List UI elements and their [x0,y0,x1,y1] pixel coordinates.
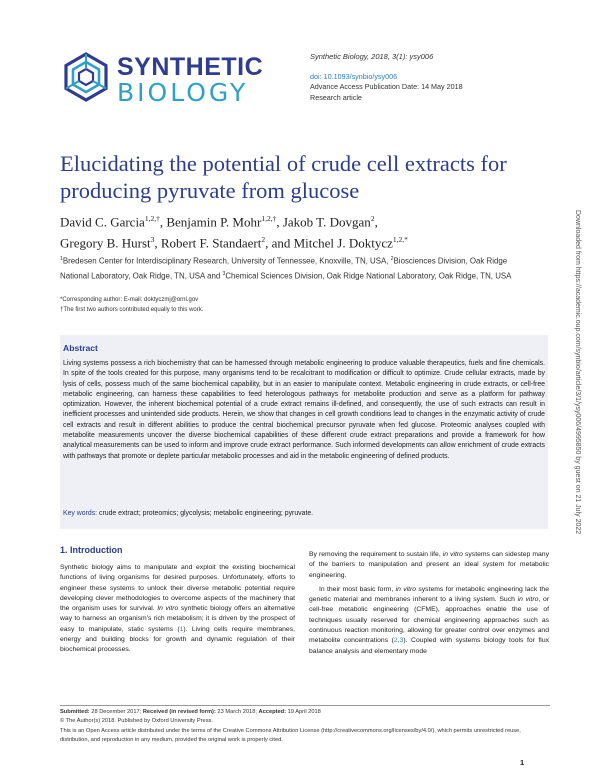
revised-label: Received (in revised form): [142,709,216,715]
accepted-label: Accepted: [258,709,287,715]
affiliations [60,253,530,283]
logo-word-biology: BIOLOGY [117,78,249,107]
affiliation-text: Bredesen Center for Interdisciplinary Research, University of Tennessee, Knoxville, TN, USA, [62,256,391,266]
submitted-date: 28 December 2017; [89,709,143,715]
article-footer [60,708,550,745]
author-notes [60,296,530,315]
author-affiliation-marker: 1,2,† [144,214,160,223]
intro-paragraph-3 [309,585,549,657]
italic-text: in vitro [517,596,539,604]
hexagon-logo-icon [60,51,112,103]
body-text: , or cell-free metabolic engineering (CFME), approaches enable the use of techniques usually reserved for chemical engineering approaches such as continuous reaction monitoring, allowing for greater control over enzymes and metabolite concentrations ( [309,596,550,645]
publication-date: Advance Access Publication Date: 14 May 2018 [310,82,463,91]
article-type: Research article [310,92,362,102]
author-list: David C. Garcia$^{1,2,\dagger}$, Benjamin P. Mohr$^{1,2,\dagger}$, Jakob T. Dovgan$^2$, Gregory B. Hurst$^3$, Robert F. Standaert$^2$, and Mitchel J. Doktycz$^{1,2,*}$ [60,214,408,251]
abstract-text: Living systems possess a rich biochemistry that can be harnessed through metabolic engineering to produce valuable therapeutics, fuels and fine chemicals. In spite of the tools created for this purpose, many organisms tend to be recalcitrant to modification or difficult to optimize. Crude cellular extracts, made by lysis of cells, possess much of the same biochemical capability, but in an easier to manipulate context. Metabolic engineering in crude extracts, or cell-free metabolic engineering, can harness these capabilities to feed heterologous pathways for metabolite production and serve as a platform for pathway optimization. However, the inherent biochemical potential of a crude extract remains ill-defined, and consequently, the use of such extracts can result in inefficient processes and unintended side products. Herein, we show that changes in cell growth conditions lead to changes in the enzymatic activity of crude cell extracts and result in different abilities to produce the central biochemical precursor pyruvate when fed glucose. Proteomic analyses coupled with metabolite measurements uncover the diverse biochemical capabilities of these different crude extract preparations and provide a framework for how analytical measurements can be used to inform and improve crude extract performance. Such informed developments can allow enrichment of crude extracts with pathways that promote or deplete particular metabolic processes and aid in the metabolic engineering of defined products. [63,360,545,460]
article-title: Elucidating the potential of crude cell extracts for producing pyruvate from glucose [60,151,507,203]
accepted-date: 19 April 2018 [286,709,321,715]
body-text: Synthetic biology aims to manipulate and exploit the existing biochemical functions of living organisms for desired purposes. Unfortunately, efforts to engineer these systems to unlock their diverse metabolic potential require developing clever methodologies to overcome aspects of the machinery that the organism uses for survival. [60,564,295,613]
doi-link[interactable]: doi: 10.1093/synbio/ysy006 [310,71,398,81]
citation-link[interactable]: 2,3 [393,637,404,645]
logo-word-synthetic: SYNTHETIC [117,53,264,81]
italic-text: in vitro [395,585,417,593]
download-sidebar [567,210,581,630]
article-meta [310,52,560,103]
affiliation-marker: 2 [390,256,394,262]
affiliation-text: Biosciences Division, Oak Ridge National Laboratory, Oak Ridge, TN, USA and [60,256,508,281]
license-line: This is an Open Access article distributed under the terms of the Creative Commons Attribution License (http://creativecommons.org/licenses/by/4.0/), which permits unrestricted reuse, distribution, and reproduction in any medium, provided the original work is properly cited. [60,727,521,743]
intro-paragraph-2 [309,550,549,581]
italic-text: in vitro [442,551,463,558]
author-affiliation-marker: 1,2,† [261,214,277,223]
author-name: Benjamin P. Mohr [166,214,262,230]
page-number: 1 [520,758,525,767]
keywords-list: crude extract; proteomics; glycolysis; metabolic engineering; pyruvate. [97,510,314,517]
intro-column-left [60,563,295,656]
body-text: synthetic biology offers an alternative way to harness an organism's rich metabolism; it is driven by the prospect of easy to manipulate, static systems ( [60,605,295,633]
dates-line [60,708,550,717]
abstract-box [60,335,548,529]
author-name: Jakob T. Dovgan [282,214,371,230]
revised-date: 23 March 2018; [215,709,259,715]
section-heading-introduction: 1. Introduction [60,545,123,555]
author-affiliation-marker: 1,2,* [392,235,408,245]
affiliation-text: Chemical Sciences Division, Oak Ridge National Laboratory, Oak Ridge, TN, USA [225,271,512,281]
affiliation-marker: 1 [60,256,63,262]
body-text: In their most basic form, [319,585,396,593]
intro-column-right [309,550,549,657]
body-text: systems for metabolic engineering lack the genetic material and membranes inherent to a living system. Such [309,585,549,604]
journal-logo [60,51,264,111]
body-text: systems can sidestep many of the barriers to manipulation and present an ideal system for metabolic engineering. [309,551,549,579]
affiliation-marker: 3 [222,271,226,278]
author-affiliation-marker: 2 [261,235,266,245]
submitted-label: Submitted: [60,709,90,715]
copyright-line: © The Author(s) 2018. Published by Oxford University Press. [60,718,213,725]
author-name: Gregory B. Hurst [60,235,151,251]
body-text: By removing the requirement to sustain life, [309,551,443,558]
author-name: Mitchel J. Doktycz [293,235,393,251]
download-note: Downloaded from https://academic.oup.com/synbio/article/3/1/ysy006/4995850 by guest on 21 July 2022 [574,210,581,535]
abstract-heading: Abstract [63,343,98,353]
author-name: David C. Garcia [60,214,145,230]
author-name: Robert F. Standaert [160,235,262,251]
author-affiliation-marker: 2 [370,214,375,223]
author-affiliation-marker: 3 [150,235,155,245]
footer-divider [60,705,550,706]
citation-link[interactable]: 1 [179,625,184,633]
corresponding-author-note: *Corresponding author: E-mail: doktyczmj@ornl.gov [60,297,199,303]
body-text: ). Living cells require membranes, energy and building blocks for growth and dynamic regulation of their biochemical processes. [60,625,295,654]
body-text: ). Coupled with systems biology tools for flux balance analysis and elementary mode [309,637,549,655]
intro-paragraph-1 [60,563,295,656]
italic-text: In vitro [157,605,179,613]
journal-citation: Synthetic Biology, 2018, 3(1): ysy006 [310,52,434,61]
keywords-label: Key words: [63,510,98,517]
keywords [63,510,313,517]
equal-contribution-note: †The first two authors contributed equally to this work. [60,306,204,313]
